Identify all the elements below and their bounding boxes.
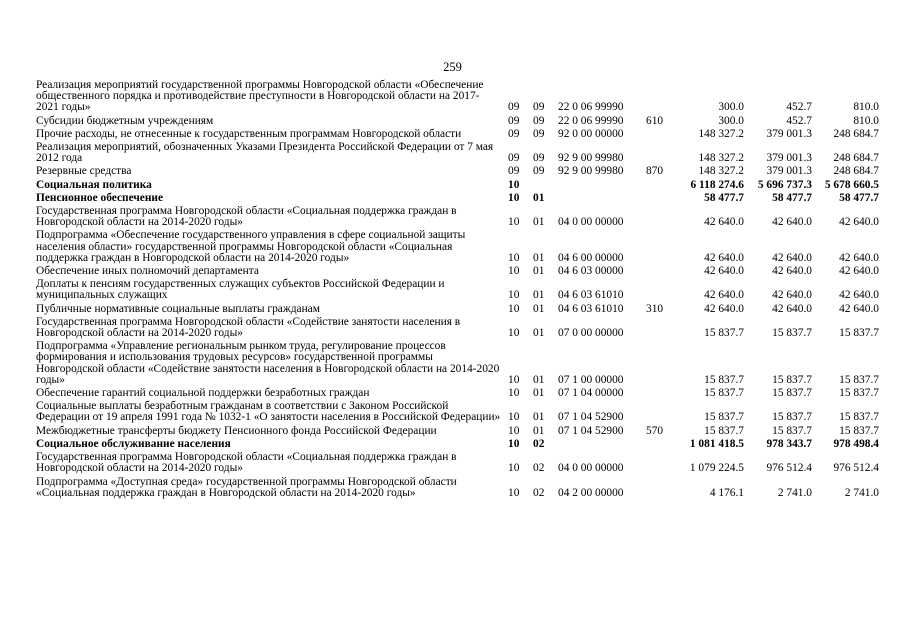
section-code: 10 <box>508 191 520 204</box>
expense-type-code <box>646 193 676 206</box>
expense-type-code <box>646 279 676 303</box>
amount-year-2: 452.7 <box>786 114 812 127</box>
row-name: Субсидии бюджетным учреждениям <box>36 114 214 127</box>
amount-year-3: 15 837.7 <box>839 387 879 400</box>
subsection-code: 02 <box>533 462 545 475</box>
row-name: Доплаты к пенсиям государственных служащих субъектов Российской Федерации и муниципальных служащих <box>36 278 445 302</box>
amount-year-2: 42 640.0 <box>772 216 812 229</box>
subsection-code: 01 <box>533 251 545 264</box>
row-name: Реализация мероприятий, обозначенных Указами Президента Российской Федерации от 7 мая 2012 года <box>36 141 494 165</box>
target-article-code: 04 2 00 00000 <box>558 486 624 499</box>
expense-type-code: 870 <box>646 165 664 178</box>
target-article-code: 04 6 03 61010 <box>558 302 624 315</box>
amount-year-2: 15 837.7 <box>772 327 812 340</box>
section-code: 10 <box>508 216 520 229</box>
target-article-code: 04 6 03 00000 <box>558 265 624 278</box>
section-code: 10 <box>508 411 520 424</box>
expense-type-code: 310 <box>646 302 664 315</box>
amount-year-1: 42 640.0 <box>704 216 744 229</box>
amount-year-3: 42 640.0 <box>839 265 879 278</box>
section-code: 10 <box>508 327 520 340</box>
expense-type-code <box>646 317 676 341</box>
target-article-code: 07 1 04 52900 <box>558 424 624 437</box>
target-article-code: 07 1 04 00000 <box>558 387 624 400</box>
subsection-code: 02 <box>533 486 545 499</box>
table-row <box>36 279 879 303</box>
amount-year-3: 810.0 <box>853 114 879 127</box>
amount-year-3: 42 640.0 <box>839 289 879 302</box>
amount-year-3: 15 837.7 <box>839 411 879 424</box>
amount-year-2: 15 837.7 <box>772 411 812 424</box>
subsection-code: 09 <box>533 114 545 127</box>
amount-year-1: 15 837.7 <box>704 424 744 437</box>
section-code: 10 <box>508 462 520 475</box>
amount-year-1: 15 837.7 <box>704 327 744 340</box>
target-article-code: 07 1 04 52900 <box>558 411 624 424</box>
subsection-code: 01 <box>533 216 545 229</box>
row-name: Государственная программа Новгородской области «Содействие занятости населения в Новгородской области на 2014-2020 годы» <box>36 315 461 340</box>
expense-type-code: 610 <box>646 114 664 127</box>
table-body <box>36 80 879 501</box>
section-code: 10 <box>508 178 520 191</box>
amount-year-2: 379 001.3 <box>766 127 812 140</box>
section-code: 09 <box>508 152 520 165</box>
expense-type-code <box>646 401 676 425</box>
amount-year-2: 42 640.0 <box>772 251 812 264</box>
expense-type-code <box>646 80 676 116</box>
row-name: Социальное обслуживание населения <box>36 437 231 450</box>
row-name: Резервные средства <box>36 165 132 178</box>
section-code: 09 <box>508 127 520 140</box>
section-code: 10 <box>508 424 520 437</box>
expense-type-code <box>646 388 676 401</box>
amount-year-2: 379 001.3 <box>766 152 812 165</box>
amount-year-2: 2 741.0 <box>777 486 812 499</box>
page-number: 259 <box>443 60 462 74</box>
target-article-code <box>558 180 646 193</box>
section-code: 10 <box>508 387 520 400</box>
expense-type-code <box>646 439 676 452</box>
target-article-code: 92 0 00 00000 <box>558 127 624 140</box>
expense-type-code <box>646 452 676 476</box>
expense-type-code <box>646 206 676 230</box>
amount-year-1: 4 176.1 <box>709 486 744 499</box>
amount-year-1: 42 640.0 <box>704 251 744 264</box>
amount-year-3: 248 684.7 <box>833 127 879 140</box>
row-name: Обеспечение иных полномочий департамента <box>36 265 259 278</box>
expense-type-code <box>646 142 676 166</box>
row-name: Социальная политика <box>36 178 152 191</box>
amount-year-3: 15 837.7 <box>839 424 879 437</box>
subsection-code: 09 <box>533 165 545 178</box>
table-row <box>36 166 879 179</box>
amount-year-1: 1 081 418.5 <box>689 437 744 450</box>
amount-year-1: 42 640.0 <box>704 289 744 302</box>
amount-year-3: 2 741.0 <box>844 486 879 499</box>
amount-year-1: 300.0 <box>718 101 744 114</box>
subsection-code: 02 <box>533 437 545 450</box>
table-row <box>36 304 879 317</box>
target-article-code: 04 0 00 00000 <box>558 216 624 229</box>
amount-year-1: 6 118 274.6 <box>690 178 744 191</box>
amount-year-1: 58 477.7 <box>704 191 744 204</box>
amount-year-1: 15 837.7 <box>704 373 744 386</box>
amount-year-1: 1 079 224.5 <box>689 462 744 475</box>
section-code: 10 <box>508 373 520 386</box>
amount-year-2: 978 343.7 <box>766 437 812 450</box>
row-name: Подпрограмма «Обеспечение государственного управления в сфере социальной защиты населения области» государственной программы Новгородской области «Социальная поддержка граждан в Новгородской области на 2014-2020 годы» <box>36 229 466 264</box>
subsection-code: 09 <box>533 152 545 165</box>
subsection-code: 01 <box>533 387 545 400</box>
expense-type-code: 570 <box>646 424 664 437</box>
table-row <box>36 206 879 230</box>
table-row <box>36 401 879 425</box>
section-code: 10 <box>508 486 520 499</box>
row-name: Пенсионное обеспечение <box>36 191 164 204</box>
amount-year-3: 248 684.7 <box>833 165 879 178</box>
section-code: 10 <box>508 302 520 315</box>
target-article-code: 92 9 00 99980 <box>558 152 624 165</box>
row-name: Подпрограмма «Управление региональным рынком труда, регулирование процессов формирования и использования трудовых ресурсов» государственной программы Новгородской области «Содействие занятости населения в Новгородской области на 2014-2020 годы» <box>36 340 500 386</box>
subsection-code: 01 <box>533 289 545 302</box>
subsection-code: 01 <box>533 373 545 386</box>
amount-year-3: 248 684.7 <box>833 152 879 165</box>
row-name: Государственная программа Новгородской области «Социальная поддержка граждан в Новгородской области на 2014-2020 годы» <box>36 205 457 229</box>
subsection-code: 01 <box>533 327 545 340</box>
amount-year-2: 58 477.7 <box>772 191 812 204</box>
budget-table <box>36 80 879 501</box>
table-row <box>36 142 879 166</box>
amount-year-2: 15 837.7 <box>772 373 812 386</box>
expense-type-code <box>646 266 676 279</box>
amount-year-2: 452.7 <box>786 101 812 114</box>
target-article-code: 22 0 06 99990 <box>558 114 624 127</box>
expense-type-code <box>646 477 676 501</box>
amount-year-3: 976 512.4 <box>833 462 879 475</box>
amount-year-1: 148 327.2 <box>698 152 744 165</box>
amount-year-3: 15 837.7 <box>839 327 879 340</box>
target-article-code <box>558 439 646 452</box>
target-article-code: 92 9 00 99980 <box>558 165 624 178</box>
row-name: Социальные выплаты безработным гражданам в соответствии с Законом Российской Федерации от 19 апреля 1991 года № 1032-1 «О занятости населения в Российской Федерации» <box>36 400 501 424</box>
amount-year-1: 42 640.0 <box>704 265 744 278</box>
target-article-code <box>558 193 646 206</box>
table-row <box>36 452 879 476</box>
target-article-code: 04 6 00 00000 <box>558 251 624 264</box>
amount-year-2: 976 512.4 <box>766 462 812 475</box>
subsection-code <box>533 180 558 193</box>
section-code: 10 <box>508 251 520 264</box>
section-code: 09 <box>508 114 520 127</box>
expense-type-code <box>646 341 676 388</box>
expense-type-code <box>646 230 676 266</box>
subsection-code: 01 <box>533 411 545 424</box>
subsection-code: 09 <box>533 101 545 114</box>
amount-year-3: 42 640.0 <box>839 216 879 229</box>
row-name: Государственная программа Новгородской области «Социальная поддержка граждан в Новгородской области на 2014-2020 годы» <box>36 451 457 475</box>
table-row <box>36 426 879 439</box>
row-name: Подпрограмма «Доступная среда» государственной программы Новгородской области «Социальная поддержка граждан в Новгородской области на 2014-2020 годы» <box>36 475 457 499</box>
amount-year-1: 15 837.7 <box>704 411 744 424</box>
amount-year-3: 810.0 <box>853 101 879 114</box>
amount-year-1: 148 327.2 <box>698 165 744 178</box>
row-name: Обеспечение гарантий социальной поддержки безработных граждан <box>36 387 370 400</box>
row-name: Публичные нормативные социальные выплаты гражданам <box>36 302 320 315</box>
amount-year-3: 978 498.4 <box>833 437 879 450</box>
table-row <box>36 477 879 501</box>
amount-year-3: 42 640.0 <box>839 302 879 315</box>
amount-year-2: 379 001.3 <box>766 165 812 178</box>
expense-type-code <box>646 180 676 193</box>
subsection-code: 01 <box>533 302 545 315</box>
table-row <box>36 116 879 129</box>
amount-year-2: 42 640.0 <box>772 289 812 302</box>
table-row <box>36 317 879 341</box>
amount-year-2: 42 640.0 <box>772 265 812 278</box>
subsection-code: 01 <box>533 424 545 437</box>
table-row <box>36 230 879 266</box>
section-code: 09 <box>508 101 520 114</box>
amount-year-3: 15 837.7 <box>839 373 879 386</box>
subsection-code: 09 <box>533 127 545 140</box>
table-row <box>36 180 879 193</box>
row-name: Прочие расходы, не отнесенные к государственным программам Новгородской области <box>36 127 462 140</box>
amount-year-1: 148 327.2 <box>698 127 744 140</box>
row-name: Реализация мероприятий государственной программы Новгородской области «Обеспечение общественного порядка и противодействие преступности в Новгородской области на 2017-2021 годы» <box>36 79 484 114</box>
target-article-code: 22 0 06 99990 <box>558 101 624 114</box>
amount-year-3: 42 640.0 <box>839 251 879 264</box>
row-name: Межбюджетные трансферты бюджету Пенсионного фонда Российской Федерации <box>36 424 437 437</box>
amount-year-2: 42 640.0 <box>772 302 812 315</box>
amount-year-3: 5 678 660.5 <box>824 178 879 191</box>
subsection-code: 01 <box>533 265 545 278</box>
target-article-code: 04 0 00 00000 <box>558 462 624 475</box>
amount-year-2: 5 696 737.3 <box>757 178 812 191</box>
section-code: 10 <box>508 265 520 278</box>
amount-year-2: 15 837.7 <box>772 424 812 437</box>
section-code: 10 <box>508 289 520 302</box>
target-article-code: 07 1 00 00000 <box>558 373 624 386</box>
amount-year-1: 15 837.7 <box>704 387 744 400</box>
amount-year-1: 42 640.0 <box>704 302 744 315</box>
amount-year-2: 15 837.7 <box>772 387 812 400</box>
subsection-code: 01 <box>533 191 545 204</box>
amount-year-1: 300.0 <box>718 114 744 127</box>
section-code: 09 <box>508 165 520 178</box>
amount-year-3: 58 477.7 <box>839 191 879 204</box>
expense-type-code <box>646 129 676 142</box>
target-article-code: 04 6 03 61010 <box>558 289 624 302</box>
target-article-code: 07 0 00 00000 <box>558 327 624 340</box>
table-row <box>36 341 879 388</box>
section-code: 10 <box>508 437 520 450</box>
table-row <box>36 80 879 116</box>
